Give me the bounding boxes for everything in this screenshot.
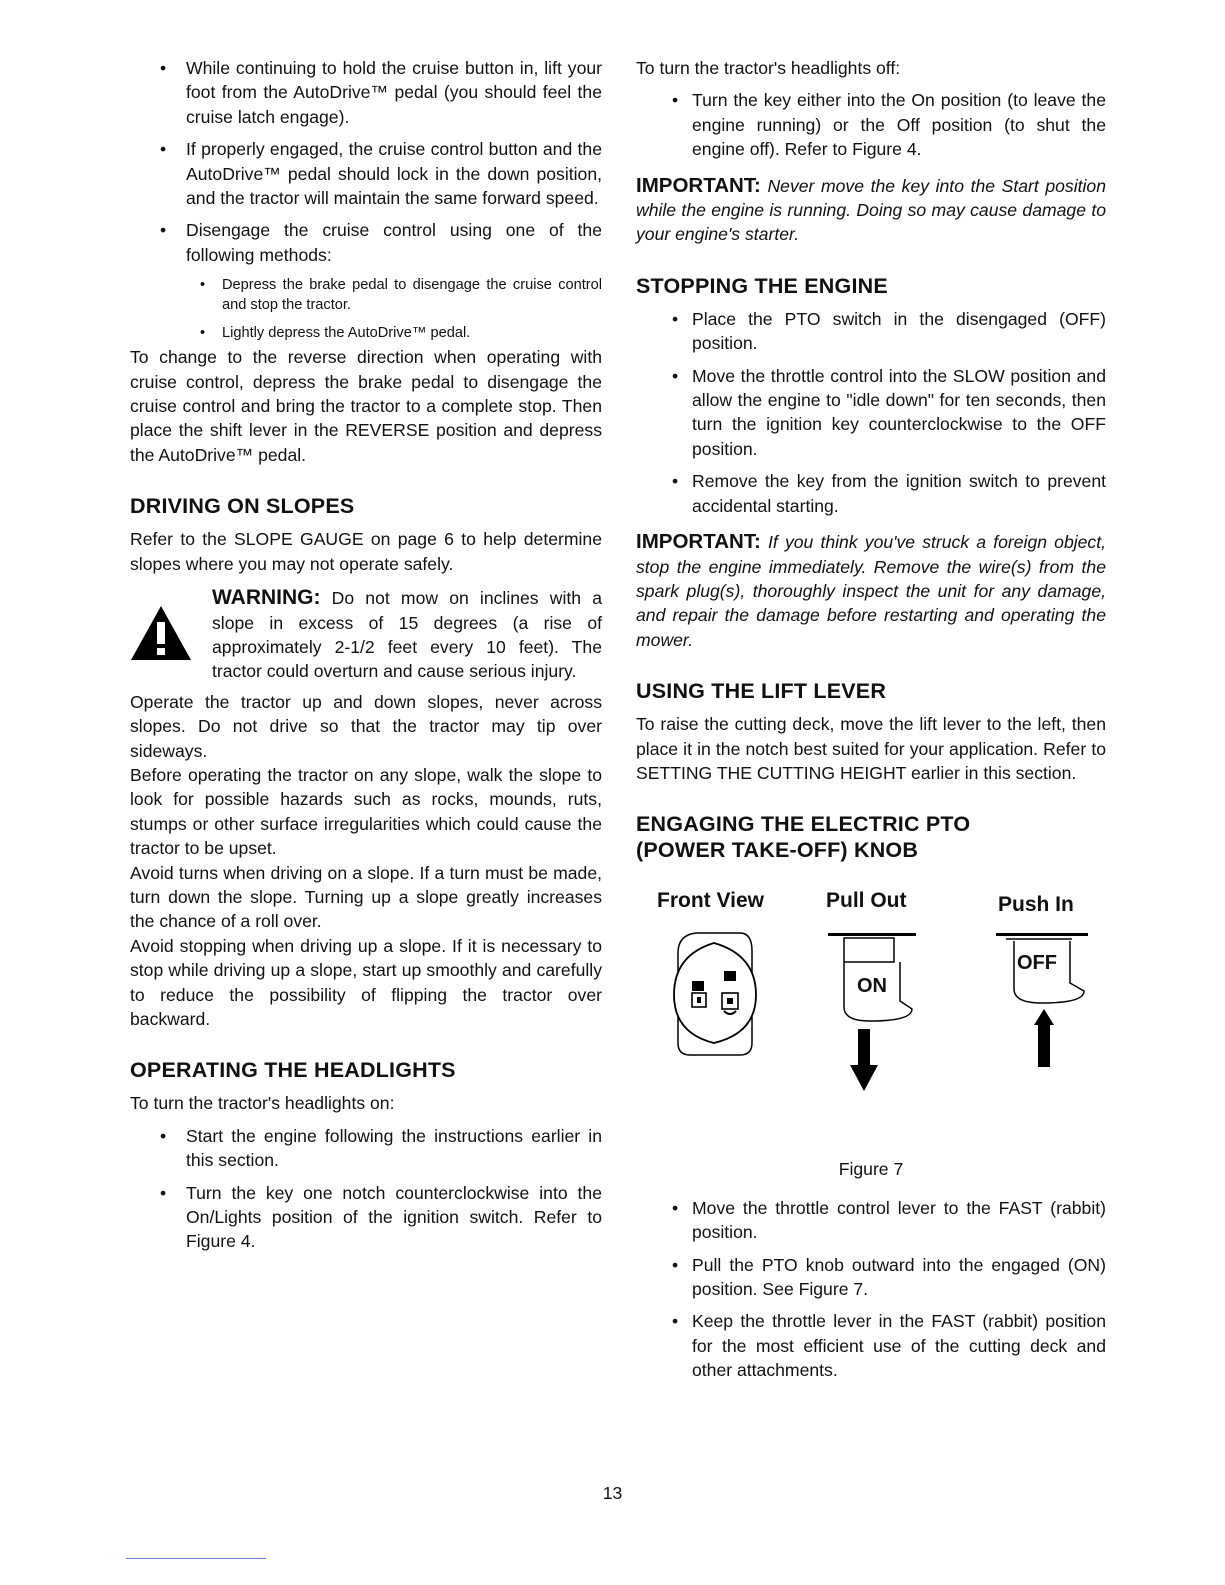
figure-7 [636,887,1106,1157]
list-item: • Move the throttle control lever to the FAST (rabbit) position. [636,1196,1106,1245]
important-label: IMPORTANT: [636,530,761,554]
section-heading-stopping: STOPPING THE ENGINE [636,273,888,298]
slopes-intro: Refer to the SLOPE GAUGE on page 6 to help determine slopes where you may not operate safely. [130,529,602,574]
figure-label-front-view: Front View [657,889,764,913]
left-column [130,56,602,1262]
list-item: • Turn the key one notch counterclockwise into the On/Lights position of the ignition switch. Refer to Figure 4. [130,1181,602,1254]
figure-label-pull-out: Pull Out [826,889,907,913]
warning-block [130,586,602,684]
important-text: If you think you've struck a foreign object, stop the engine immediately. Remove the wire(s) from the spark plug(s), thoroughly inspect the unit for any damage, and repair the damage before restarting and operating the mower. [636,532,1106,650]
list-item: • Disengage the cruise control using one of the following methods: [130,218,602,267]
headlights-on-intro: To turn the tractor's headlights on: [130,1093,395,1114]
figure-label-push-in: Push In [998,893,1074,917]
right-column [636,56,1106,1391]
list-item: • Move the throttle control into the SLOW position and allow the engine to "idle down" for ten seconds, then turn the ignition key counterclockwise to the OFF position. [636,364,1106,462]
list-item: • Remove the key from the ignition switch to prevent accidental starting. [636,469,1106,518]
important-note [636,530,1106,652]
pto-heading-line2: (POWER TAKE-OFF) KNOB [636,838,919,863]
slopes-paragraph: Avoid turns when driving on a slope. If a turn must be made, turn down the slope. Turning up a slope greatly increases the chance of a roll over. [130,862,602,932]
pto-knob-front-view-icon [670,925,760,1059]
footer-divider [126,1558,266,1559]
slopes-paragraph: Avoid stopping when driving up a slope. If it is necessary to stop while driving up a slope, start up smoothly and carefully to reduce the possibility of flipping the tractor over backward. [130,935,602,1029]
pto-heading-line1: ENGAGING THE ELECTRIC PTO [636,812,971,837]
pto-knob-pull-out-icon [822,931,922,1099]
slopes-paragraph: Before operating the tractor on any slope, walk the slope to look for possible hazards such as rocks, mounds, ruts, stumps or other surface irregularities which could cause the tractor to be upset. [130,764,602,859]
list-item: • Turn the key either into the On position (to leave the engine running) or the Off position (to shut the engine off). Refer to Figure 4. [636,88,1106,161]
page-number: 13 [602,1483,623,1503]
section-heading-lift: USING THE LIFT LEVER [636,679,887,704]
section-heading-pto [636,811,1106,863]
warning-triangle-icon [130,604,192,662]
sub-list-item: • Depress the brake pedal to disengage the cruise control and stop the tractor. [130,275,602,315]
reverse-paragraph: To change to the reverse direction when operating with cruise control, depress the brake pedal to disengage the cruise control and bring the tractor to a complete stop. Then place the shift lever in the REVERSE position and depress the AutoDrive™ pedal. [130,347,602,465]
section-heading-headlights: OPERATING THE HEADLIGHTS [130,1058,456,1083]
slopes-paragraph: Operate the tractor up and down slopes, never across slopes. Do not drive so that the tractor may tip over sideways. [130,691,602,761]
important-note [636,174,1106,247]
warning-label: WARNING: [212,586,321,610]
section-heading-slopes: DRIVING ON SLOPES [130,494,355,519]
figure-caption: Figure 7 [838,1159,904,1180]
list-item: • If properly engaged, the cruise control button and the AutoDrive™ pedal should lock in the down position, and the tractor will maintain the same forward speed. [130,137,602,210]
important-text: Never move the key into the Start position while the engine is running. Doing so may cause damage to your engine's starter. [636,175,1106,245]
list-item: • Keep the throttle lever in the FAST (rabbit) position for the most efficient use of the cutting deck and other attachments. [636,1309,1106,1382]
lift-paragraph: To raise the cutting deck, move the lift lever to the left, then place it in the notch best suited for your application. Refer to SETTING THE CUTTING HEIGHT earlier in this section. [636,714,1106,783]
pto-knob-off-label: OFF [1017,952,1057,975]
list-item: • Start the engine following the instructions earlier in this section. [130,1124,602,1173]
pto-knob-on-label: ON [857,975,887,998]
list-item: • Pull the PTO knob outward into the engaged (ON) position. See Figure 7. [636,1253,1106,1302]
warning-text: Do not mow on inclines with a slope in excess of 15 degrees (a rise of approximately 2-1/2 feet every 10 feet). The tractor could overturn and cause serious injury. [212,588,602,682]
list-item: • Place the PTO switch in the disengaged (OFF) position. [636,307,1106,356]
headlights-off-intro: To turn the tractor's headlights off: [636,58,901,78]
important-label: IMPORTANT: [636,173,761,197]
sub-list-item: • Lightly depress the AutoDrive™ pedal. [130,323,602,343]
list-item: • While continuing to hold the cruise button in, lift your foot from the AutoDrive™ pedal (you should feel the cruise latch engage). [130,56,602,129]
